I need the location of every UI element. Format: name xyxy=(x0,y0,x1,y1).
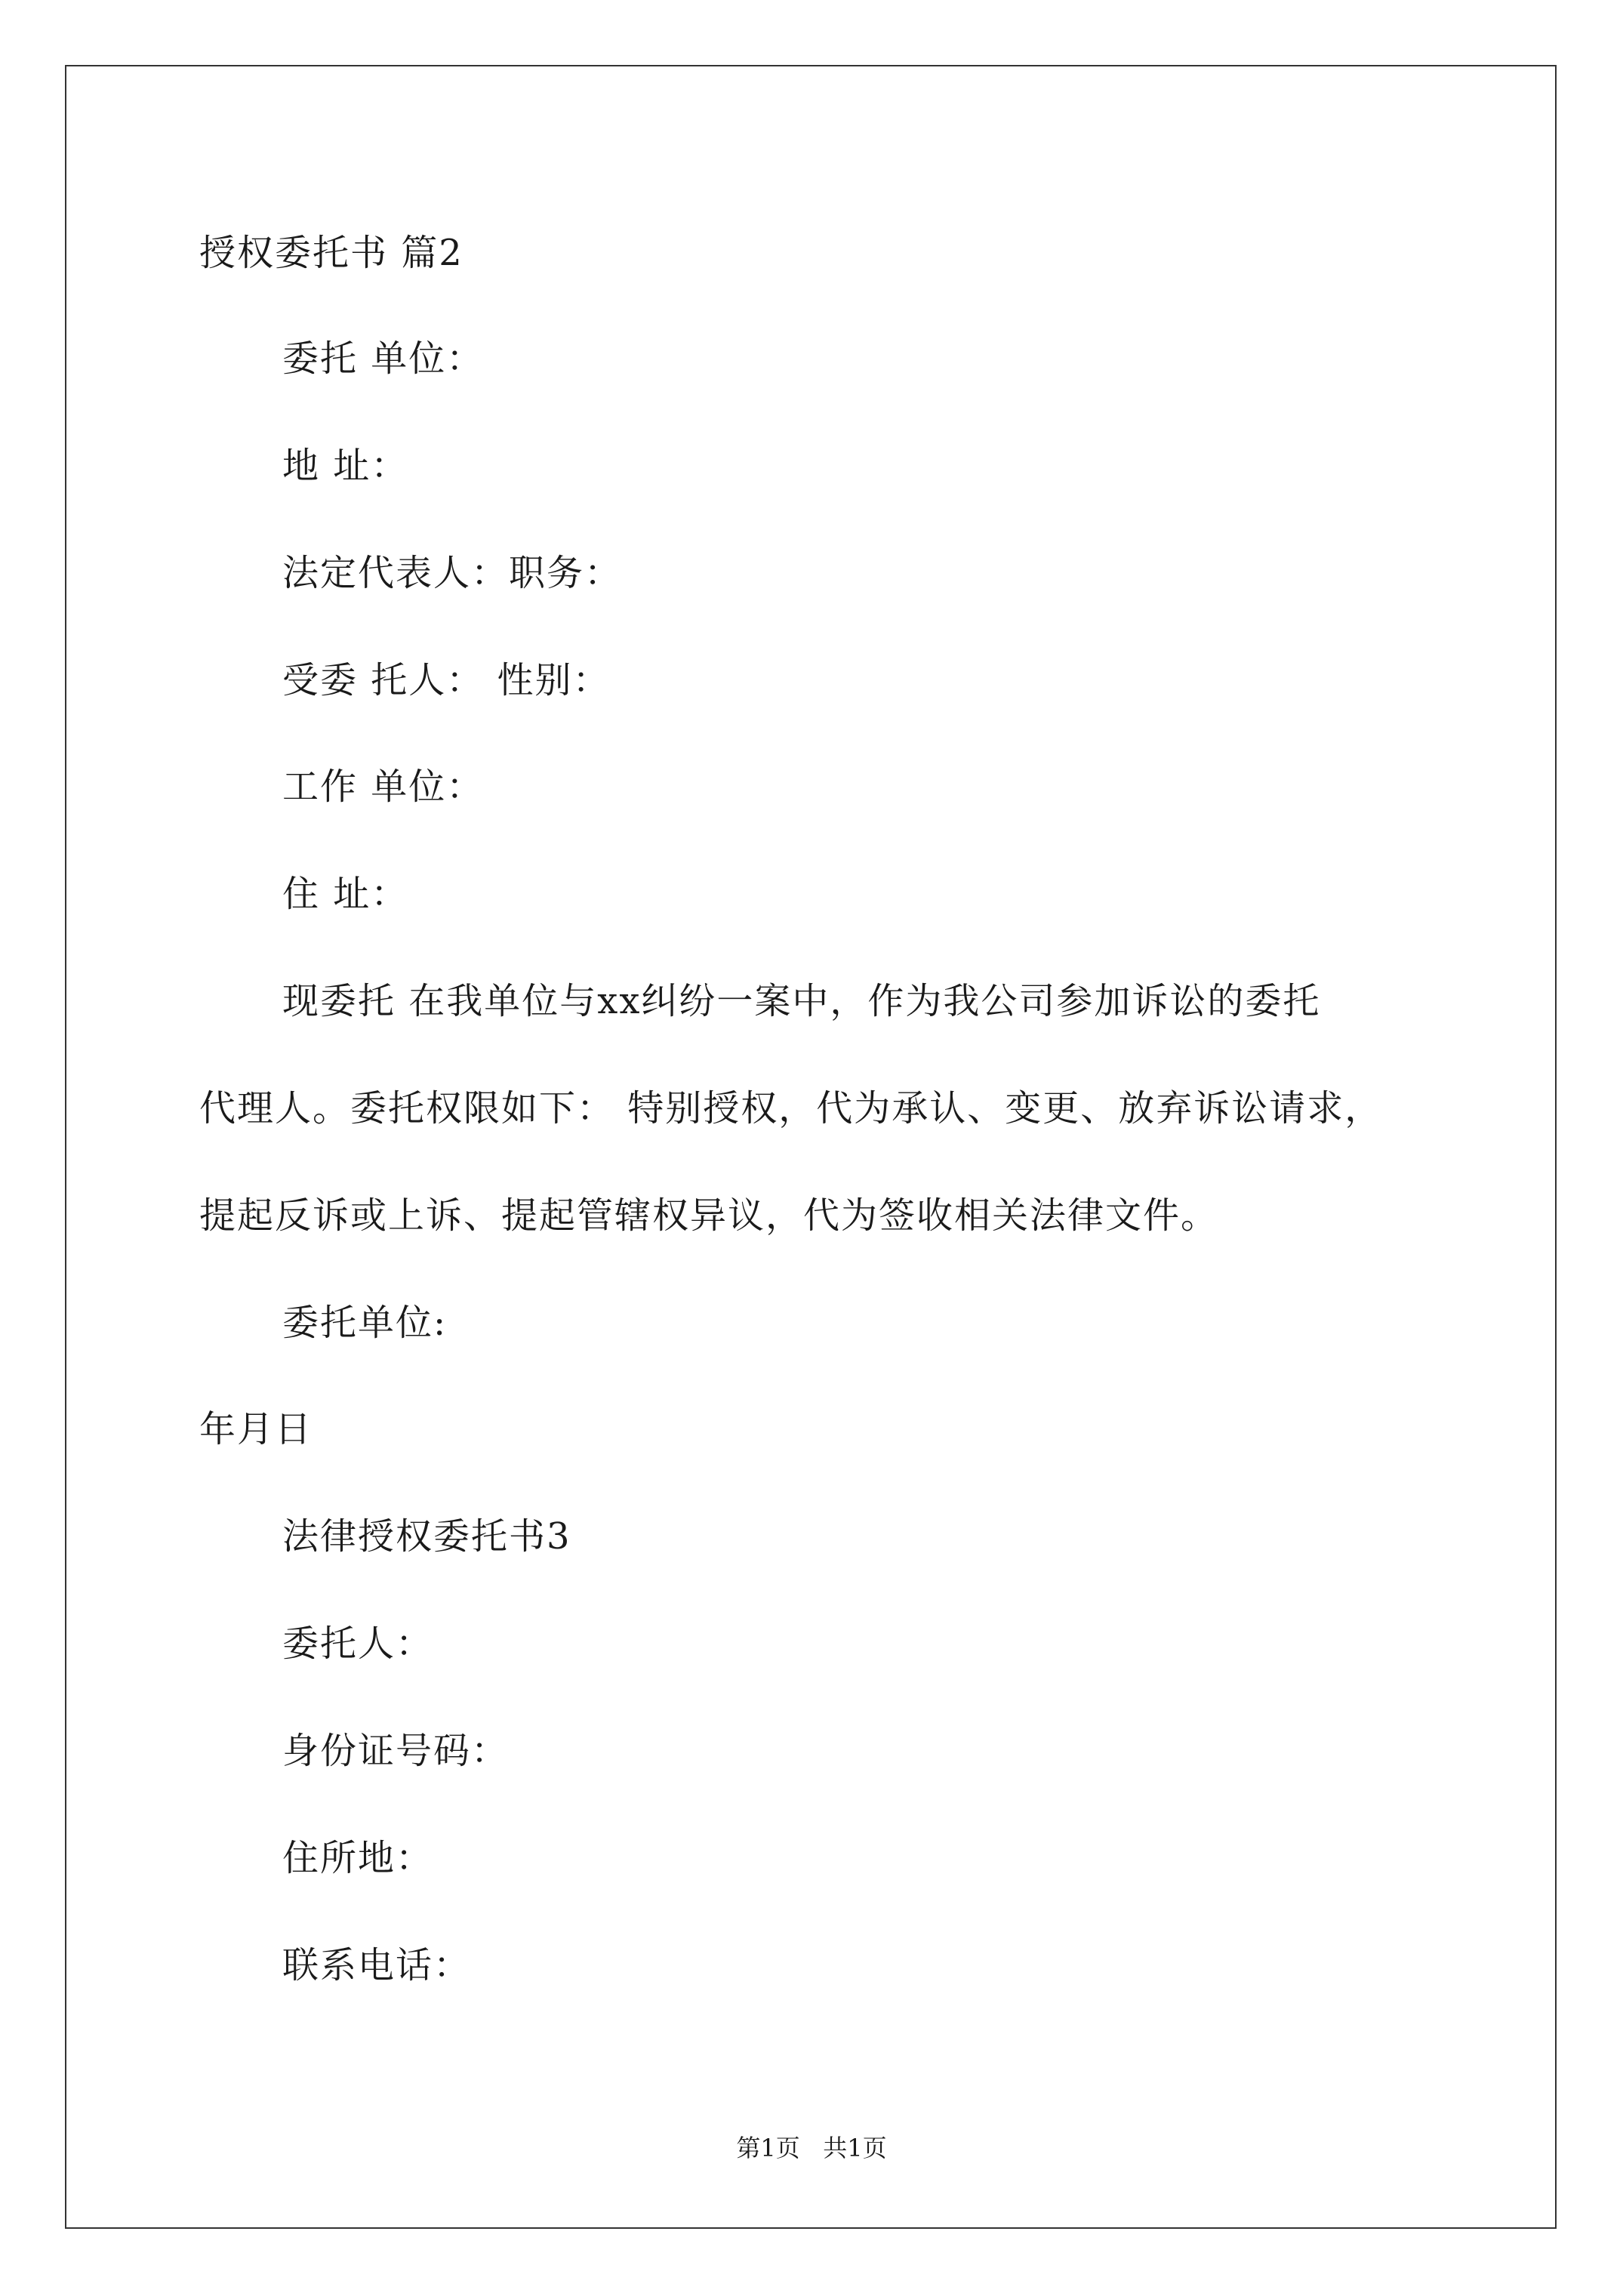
field-entrusting-unit: 委托 单位： xyxy=(282,337,485,380)
field-phone: 联系电话： xyxy=(282,1944,472,1986)
field-legal-representative: 法定代表人：职务： xyxy=(282,552,623,594)
field-address: 地 址： xyxy=(282,445,409,487)
field-trustee-gender: 受委 托人： 性别： xyxy=(282,659,611,701)
field-principal: 委托人： xyxy=(282,1623,434,1665)
field-work-unit: 工作 单位： xyxy=(282,766,485,808)
field-id-number: 身份证号码： xyxy=(282,1730,510,1772)
field-domicile: 住所地： xyxy=(282,1837,434,1879)
section-heading-3: 法律授权委托书3 xyxy=(282,1515,571,1558)
body-paragraph-line-2: 代理人。委托权限如下： 特别授权，代为承认、变更、放弃诉讼请求， xyxy=(199,1087,1383,1130)
doc-heading: 授权委托书 篇2 xyxy=(199,232,463,274)
body-paragraph-line-1: 现委托 在我单位与xx纠纷一案中，作为我公司参加诉讼的委托 xyxy=(282,980,1321,1022)
signature-entrusting-unit: 委托单位: xyxy=(282,1302,448,1344)
page-footer: 第1页 共1页 xyxy=(736,2134,887,2162)
body-paragraph-line-3: 提起反诉或上诉、提起管辖权异议，代为签收相关法律文件。 xyxy=(199,1194,1219,1237)
date-line: 年月日 xyxy=(199,1408,313,1450)
page-border xyxy=(65,65,1557,2229)
field-residence: 住 址： xyxy=(282,873,409,915)
